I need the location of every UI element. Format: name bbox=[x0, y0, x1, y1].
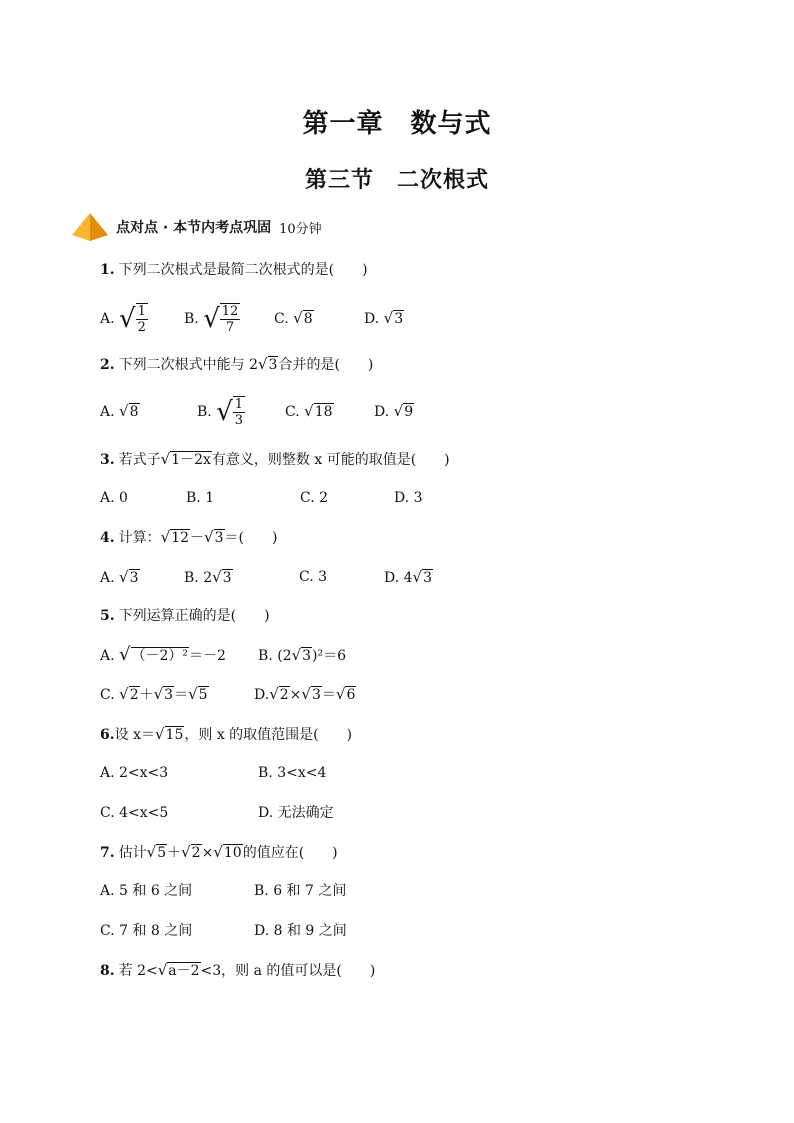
q2-option-d: D. √9 bbox=[374, 402, 414, 420]
q5-option-c: C. √2＋√3＝√5 bbox=[100, 685, 208, 703]
q6-option-c: C. 4<x<5 bbox=[100, 805, 169, 821]
q6-option-a: A. 2<x<3 bbox=[100, 765, 169, 781]
section-bar-label: 点对点 · 本节内考点巩固 bbox=[116, 220, 272, 236]
section-title: 第三节 二次根式 bbox=[304, 168, 489, 193]
q1-option-b: B. √ $\frac{12}{7}$ bbox=[184, 304, 239, 335]
q4-option-d: D. 4√3 bbox=[384, 568, 433, 586]
q3-option-d: D. 3 bbox=[394, 490, 423, 506]
question-6: 6.设 x＝√15，则 x 的取值范围是( ) bbox=[100, 725, 353, 743]
pyramid-icon bbox=[72, 213, 108, 241]
section-bar bbox=[72, 213, 322, 241]
q5-option-b: B. (2√3)²＝6 bbox=[258, 646, 347, 664]
q2-option-b: B. √ $\frac{1}{3}$ bbox=[197, 397, 244, 428]
question-1 bbox=[100, 260, 368, 280]
q7-option-d: D. 8 和 9 之间 bbox=[254, 923, 347, 939]
question-stem: 下列二次根式是最简二次根式的是( ) bbox=[118, 262, 368, 278]
chapter-title: 第一章 数与式 bbox=[302, 109, 492, 139]
q3-option-a: A. 0 bbox=[100, 490, 128, 506]
question-5: 5. 下列运算正确的是( ) bbox=[100, 608, 270, 624]
q3-option-c: C. 2 bbox=[300, 490, 329, 506]
q4-option-c: C. 3 bbox=[299, 569, 328, 585]
q7-option-a: A. 5 和 6 之间 bbox=[100, 883, 193, 899]
q4-option-b: B. 2√3 bbox=[184, 568, 232, 586]
question-2: 2. 下列二次根式中能与 2√3合并的是( ) bbox=[100, 355, 374, 373]
q6-option-d: D. 无法确定 bbox=[258, 805, 334, 821]
question-7: 7. 估计√5＋√2×√10的值应在( ) bbox=[100, 843, 338, 861]
question-3: 3. 若式子√1－2x有意义，则整数 x 可能的取值是( ) bbox=[100, 450, 450, 468]
question-4: 4. 计算：√12－√3＝( ) bbox=[100, 528, 278, 546]
q2-option-c: C. √18 bbox=[285, 402, 333, 420]
q5-option-d: D.√2×√3＝√6 bbox=[254, 685, 356, 703]
question-8: 8. 若 2<√a－2<3，则 a 的值可以是( ) bbox=[100, 961, 376, 979]
question-number: 1. bbox=[100, 262, 115, 278]
q1-option-c: C. √8 bbox=[274, 309, 313, 327]
q7-option-c: C. 7 和 8 之间 bbox=[100, 923, 193, 939]
q4-option-a: A. √3 bbox=[100, 568, 139, 586]
q5-option-a: A. √（－2）²＝－2 bbox=[100, 644, 226, 665]
q1-option-a: A. √ $\frac{1}{2}$ bbox=[100, 304, 146, 335]
q1-option-d: D. √3 bbox=[364, 309, 404, 327]
q3-option-b: B. 1 bbox=[186, 490, 215, 506]
q7-option-b: B. 6 和 7 之间 bbox=[254, 883, 347, 899]
q2-option-a: A. √8 bbox=[100, 402, 139, 420]
section-bar-time: 10分钟 bbox=[279, 221, 322, 237]
q6-option-b: B. 3<x<4 bbox=[258, 765, 327, 781]
